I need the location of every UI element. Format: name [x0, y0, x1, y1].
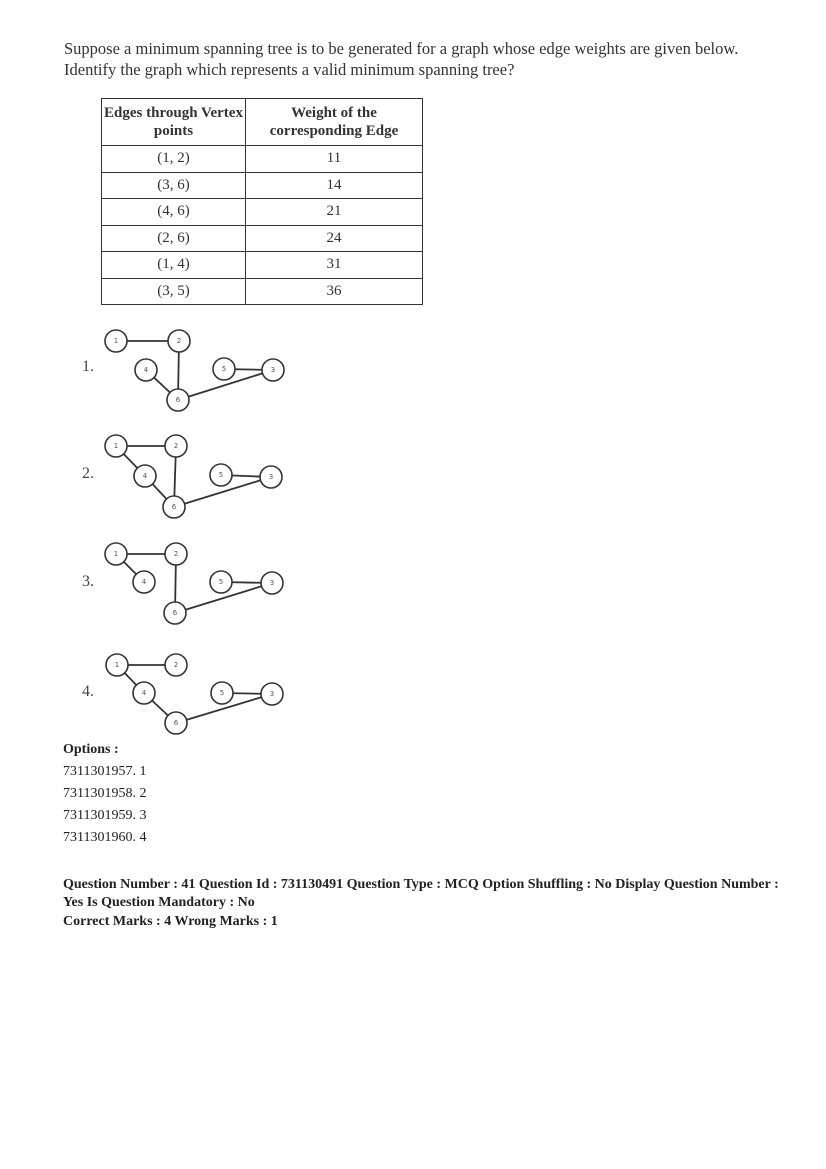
svg-text:4: 4 — [142, 472, 148, 480]
node-4 — [133, 682, 155, 704]
weight-cell: 11 — [246, 146, 423, 173]
weight-cell: 21 — [246, 199, 423, 226]
graph-1-label: 1. — [82, 358, 94, 375]
node-6 — [163, 496, 185, 518]
svg-text:4: 4 — [141, 689, 147, 697]
svg-text:3: 3 — [268, 473, 274, 481]
svg-text:5: 5 — [218, 471, 224, 479]
edge-cell: (3, 6) — [102, 172, 246, 199]
node-2 — [165, 654, 187, 676]
graph-2-diagram — [96, 432, 296, 527]
svg-text:4: 4 — [141, 578, 147, 586]
svg-text:1: 1 — [113, 337, 119, 345]
option-2[interactable]: 7311301958. 2 — [63, 786, 147, 801]
svg-text:2: 2 — [173, 442, 179, 450]
table-row — [102, 172, 423, 199]
svg-text:6: 6 — [172, 609, 178, 617]
svg-text:3: 3 — [269, 690, 275, 698]
edge-cell: (1, 4) — [102, 252, 246, 279]
node-4 — [134, 465, 156, 487]
node-2 — [165, 435, 187, 457]
node-6 — [165, 712, 187, 734]
svg-text:5: 5 — [218, 578, 224, 586]
node-5 — [210, 464, 232, 486]
node-4 — [135, 359, 157, 381]
graph-4-label: 4. — [82, 683, 94, 700]
edge-cell: (1, 2) — [102, 146, 246, 173]
option-4[interactable]: 7311301960. 4 — [63, 830, 147, 845]
node-1 — [105, 330, 127, 352]
svg-text:6: 6 — [171, 503, 177, 511]
question-text: Suppose a minimum spanning tree is to be generated for a graph whose edge weights are given below. Identify the graph which represents a valid minimum spanning tree? — [64, 39, 739, 79]
node-1 — [105, 543, 127, 565]
weight-cell: 36 — [246, 278, 423, 305]
options-title: Options : — [63, 742, 119, 757]
svg-text:3: 3 — [269, 579, 275, 587]
svg-text:5: 5 — [219, 689, 225, 697]
table-row — [102, 225, 423, 252]
svg-text:1: 1 — [114, 661, 120, 669]
node-3 — [261, 572, 283, 594]
edge-cell: (3, 5) — [102, 278, 246, 305]
graph-4-diagram — [96, 650, 296, 745]
node-6 — [167, 389, 189, 411]
svg-text:5: 5 — [221, 365, 227, 373]
option-1[interactable]: 7311301957. 1 — [63, 764, 147, 779]
svg-text:2: 2 — [176, 337, 182, 345]
table-row — [102, 278, 423, 305]
svg-text:2: 2 — [173, 661, 179, 669]
node-1 — [106, 654, 128, 676]
table-header-row — [102, 99, 423, 146]
node-4 — [133, 571, 155, 593]
graph-2-label: 2. — [82, 465, 94, 482]
edge-cell: (4, 6) — [102, 199, 246, 226]
node-3 — [262, 359, 284, 381]
svg-text:2: 2 — [173, 550, 179, 558]
svg-text:6: 6 — [175, 396, 181, 404]
edge-weight-table — [101, 98, 423, 305]
graph-3-diagram — [96, 540, 296, 635]
table-row — [102, 252, 423, 279]
weight-cell: 14 — [246, 172, 423, 199]
graph-3-label: 3. — [82, 573, 94, 590]
node-3 — [260, 466, 282, 488]
node-5 — [213, 358, 235, 380]
edge-cell: (2, 6) — [102, 225, 246, 252]
column-header-edges: Edges through Vertex points — [102, 99, 246, 146]
column-header-weight: Weight of the corresponding Edge — [246, 99, 423, 146]
svg-text:1: 1 — [113, 442, 119, 450]
weight-cell: 24 — [246, 225, 423, 252]
node-2 — [168, 330, 190, 352]
node-2 — [165, 543, 187, 565]
table-row — [102, 199, 423, 226]
weight-cell: 31 — [246, 252, 423, 279]
option-3[interactable]: 7311301959. 3 — [63, 808, 147, 823]
node-6 — [164, 602, 186, 624]
node-3 — [261, 683, 283, 705]
svg-text:6: 6 — [173, 719, 179, 727]
svg-text:3: 3 — [270, 366, 276, 374]
svg-text:1: 1 — [113, 550, 119, 558]
node-5 — [210, 571, 232, 593]
node-1 — [105, 435, 127, 457]
node-5 — [211, 682, 233, 704]
question-meta: Question Number : 41 Question Id : 731130491 Question Type : MCQ Option Shuffling : No Display Question Number : Yes Is Question Mandatory : No — [63, 877, 779, 910]
svg-text:4: 4 — [143, 366, 149, 374]
graph-1-diagram — [96, 322, 296, 417]
table-row — [102, 146, 423, 173]
marks-info: Correct Marks : 4 Wrong Marks : 1 — [63, 914, 278, 929]
